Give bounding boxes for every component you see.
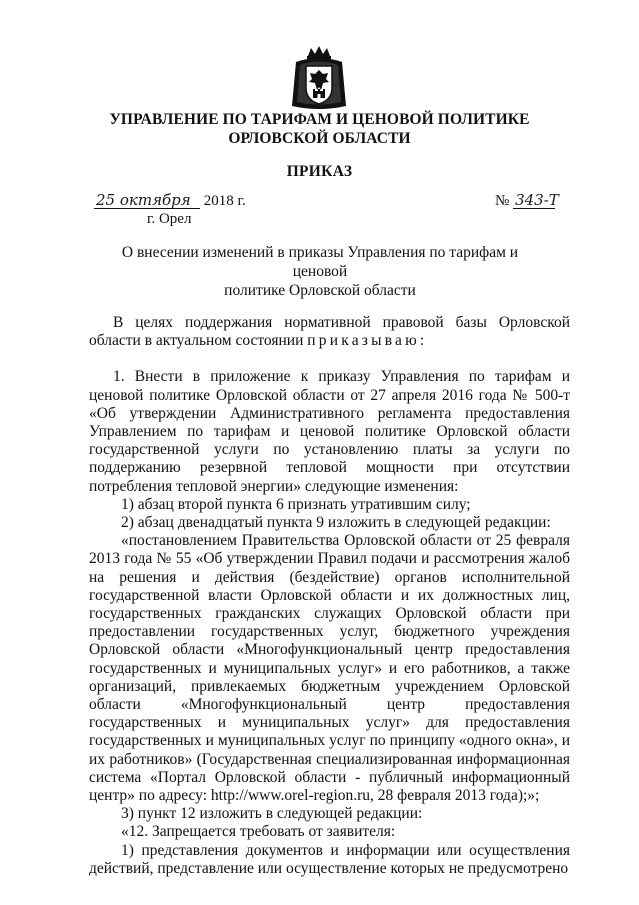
intro-paragraph xyxy=(89,314,570,350)
document-number xyxy=(495,191,559,210)
intro-colon: : xyxy=(419,332,425,350)
subitem-2-paragraph: 2) абзац двенадцатый пункта 9 изложить в следующей редакции: xyxy=(121,514,551,532)
quote-2-paragraph: «12. Запрещается требовать от заявителя: xyxy=(121,823,396,841)
quote-1-paragraph: «постановлением Правительства Орловской области от 25 февраля 2013 года № 55 «Об утверждении Правил подачи и рассмотрения жалоб на решения и действия (бездействие) органов исполнительной государственной власти Орловской области и их должностных лиц, государственных гражданских служащих Орловской области при предоставлении государственных услуг, бюджетного учреждения Орловской области «Многофункциональный центр предоставления государственных и муниципальных услуг» и его работников, а также организаций, привлекаемых бюджетным учреждением Орловской области «Многофункциональный центр предоставления государственных и муниципальных услуг» для предоставления государственных и муниципальных услуг по принципу «одного окна», и их работников» (Государственная специализированная информационная система «Портал Орловской области - публичный информационный центр» по адресу: http://www.orel-region.ru, 28 февраля 2013 года);»; xyxy=(89,532,570,805)
document-subject xyxy=(110,243,530,300)
number-prefix: № xyxy=(495,193,510,209)
intro-text: В целях поддержания нормативной правовой базы Орловской области в актуальном состоянии xyxy=(89,314,570,350)
subject-line2: политике Орловской области xyxy=(224,282,416,299)
handwritten-number: 343-Т xyxy=(515,191,559,209)
quote-3-paragraph: 1) представления документов и информации или осуществления действий, представление или осуществление которых не предусмотрено xyxy=(89,841,570,877)
organization-title-line1: УПРАВЛЕНИЕ ПО ТАРИФАМ И ЦЕНОВОЙ ПОЛИТИКЕ xyxy=(109,111,530,128)
date-year: 2018 г. xyxy=(203,193,246,209)
subject-line1: О внесении изменений в приказы Управления по тарифам и ценовой xyxy=(121,244,519,280)
orel-region-coat-of-arms-icon xyxy=(290,46,348,112)
document-body xyxy=(89,314,570,878)
organization-title-line2: ОРЛОВСКОЙ ОБЛАСТИ xyxy=(228,130,411,147)
subitem-3-paragraph: 3) пункт 12 изложить в следующей редакции: xyxy=(121,805,423,823)
organization-title xyxy=(0,110,639,148)
document-type: ПРИКАЗ xyxy=(286,163,353,180)
document-date xyxy=(94,193,246,210)
document-city: г. Орел xyxy=(147,211,192,227)
item-1-paragraph: 1. Внести в приложение к приказу Управления по тарифам и ценовой политике Орловской области от 27 апреля 2016 года № 500-т «Об утверждении Административного регламента предоставления Управлением по тарифам и ценовой политике Орловской области государственной услуги по установлению платы за услуги по поддержанию резервной тепловой мощности при отсутствии потребления тепловой энергии» следующие изменения: xyxy=(89,368,570,495)
subitem-1-paragraph: 1) абзац второй пункта 6 признать утратившим силу; xyxy=(121,495,471,513)
handwritten-date: 25 октября xyxy=(94,193,200,209)
order-word: приказываю xyxy=(307,332,420,350)
